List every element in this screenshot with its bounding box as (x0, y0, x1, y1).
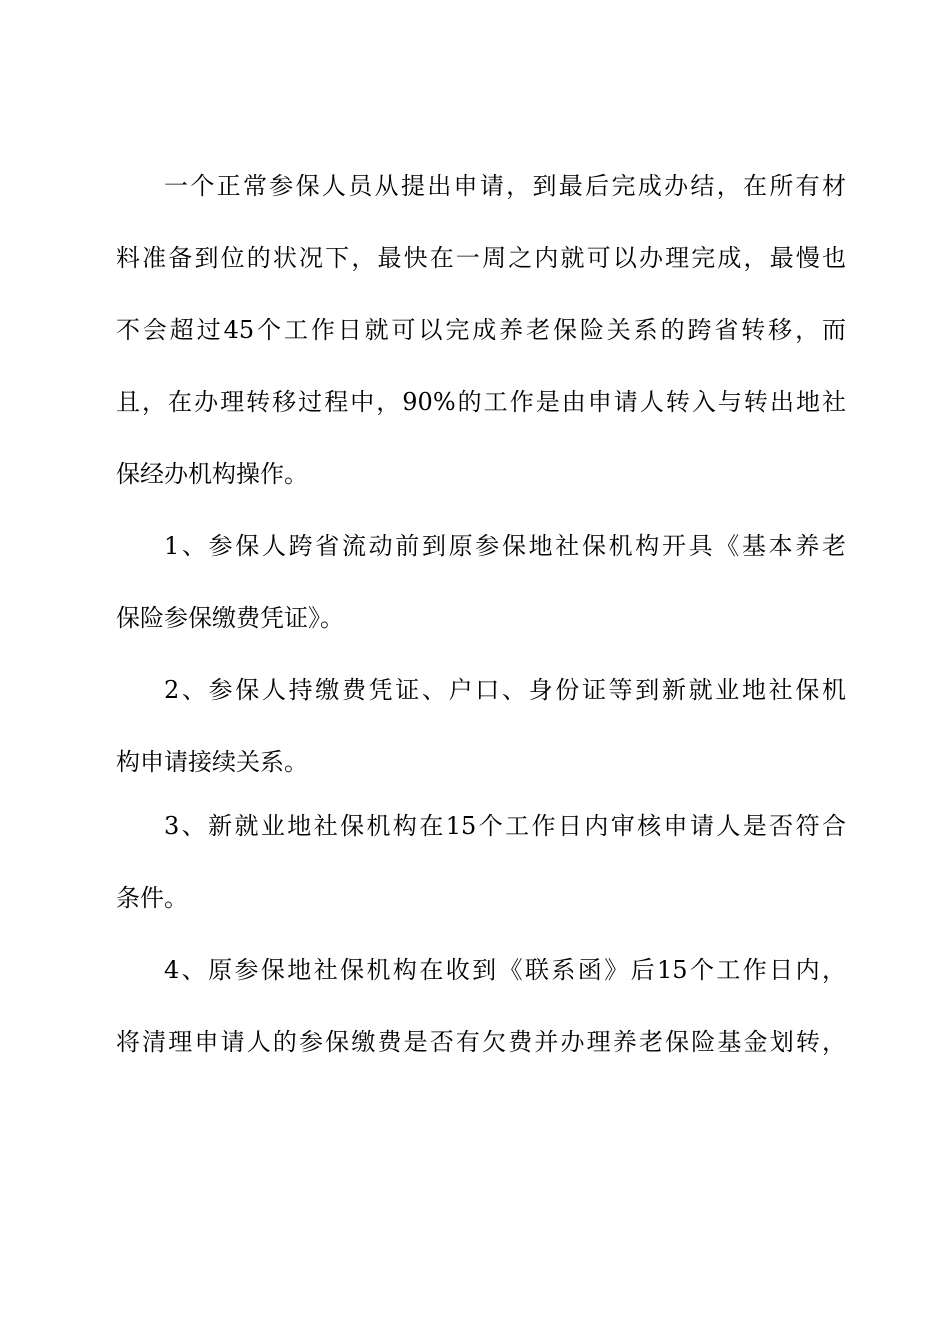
paragraph-1-line-2: 料准备到位的状况下，最快在一周之内就可以办理完成，最慢也 (116, 244, 846, 272)
paragraph-3-line-1: 2、参保人持缴费凭证、户口、身份证等到新就业地社保机 (164, 676, 846, 704)
paragraph-5-line-1: 4、原参保地社保机构在收到《联系函》后15个工作日内， (164, 956, 846, 984)
paragraph-1-line-1: 一个正常参保人员从提出申请，到最后完成办结，在所有材 (164, 172, 846, 200)
paragraph-1-line-3: 不会超过45个工作日就可以完成养老保险关系的跨省转移，而 (116, 316, 846, 344)
paragraph-1-line-4: 且，在办理转移过程中，90%的工作是由申请人转入与转出地社 (116, 388, 846, 416)
paragraph-2-line-1: 1、参保人跨省流动前到原参保地社保机构开具《基本养老 (164, 532, 846, 560)
paragraph-2-line-2: 保险参保缴费凭证》。 (116, 604, 344, 632)
paragraph-3-line-2: 构申请接续关系。 (116, 748, 308, 776)
paragraph-1-line-5: 保经办机构操作。 (116, 460, 308, 488)
paragraph-4-line-1: 3、新就业地社保机构在15个工作日内审核申请人是否符合 (164, 812, 846, 840)
paragraph-5-line-2: 将清理申请人的参保缴费是否有欠费并办理养老保险基金划转， (116, 1028, 846, 1056)
paragraph-4-line-2: 条件。 (116, 884, 188, 912)
